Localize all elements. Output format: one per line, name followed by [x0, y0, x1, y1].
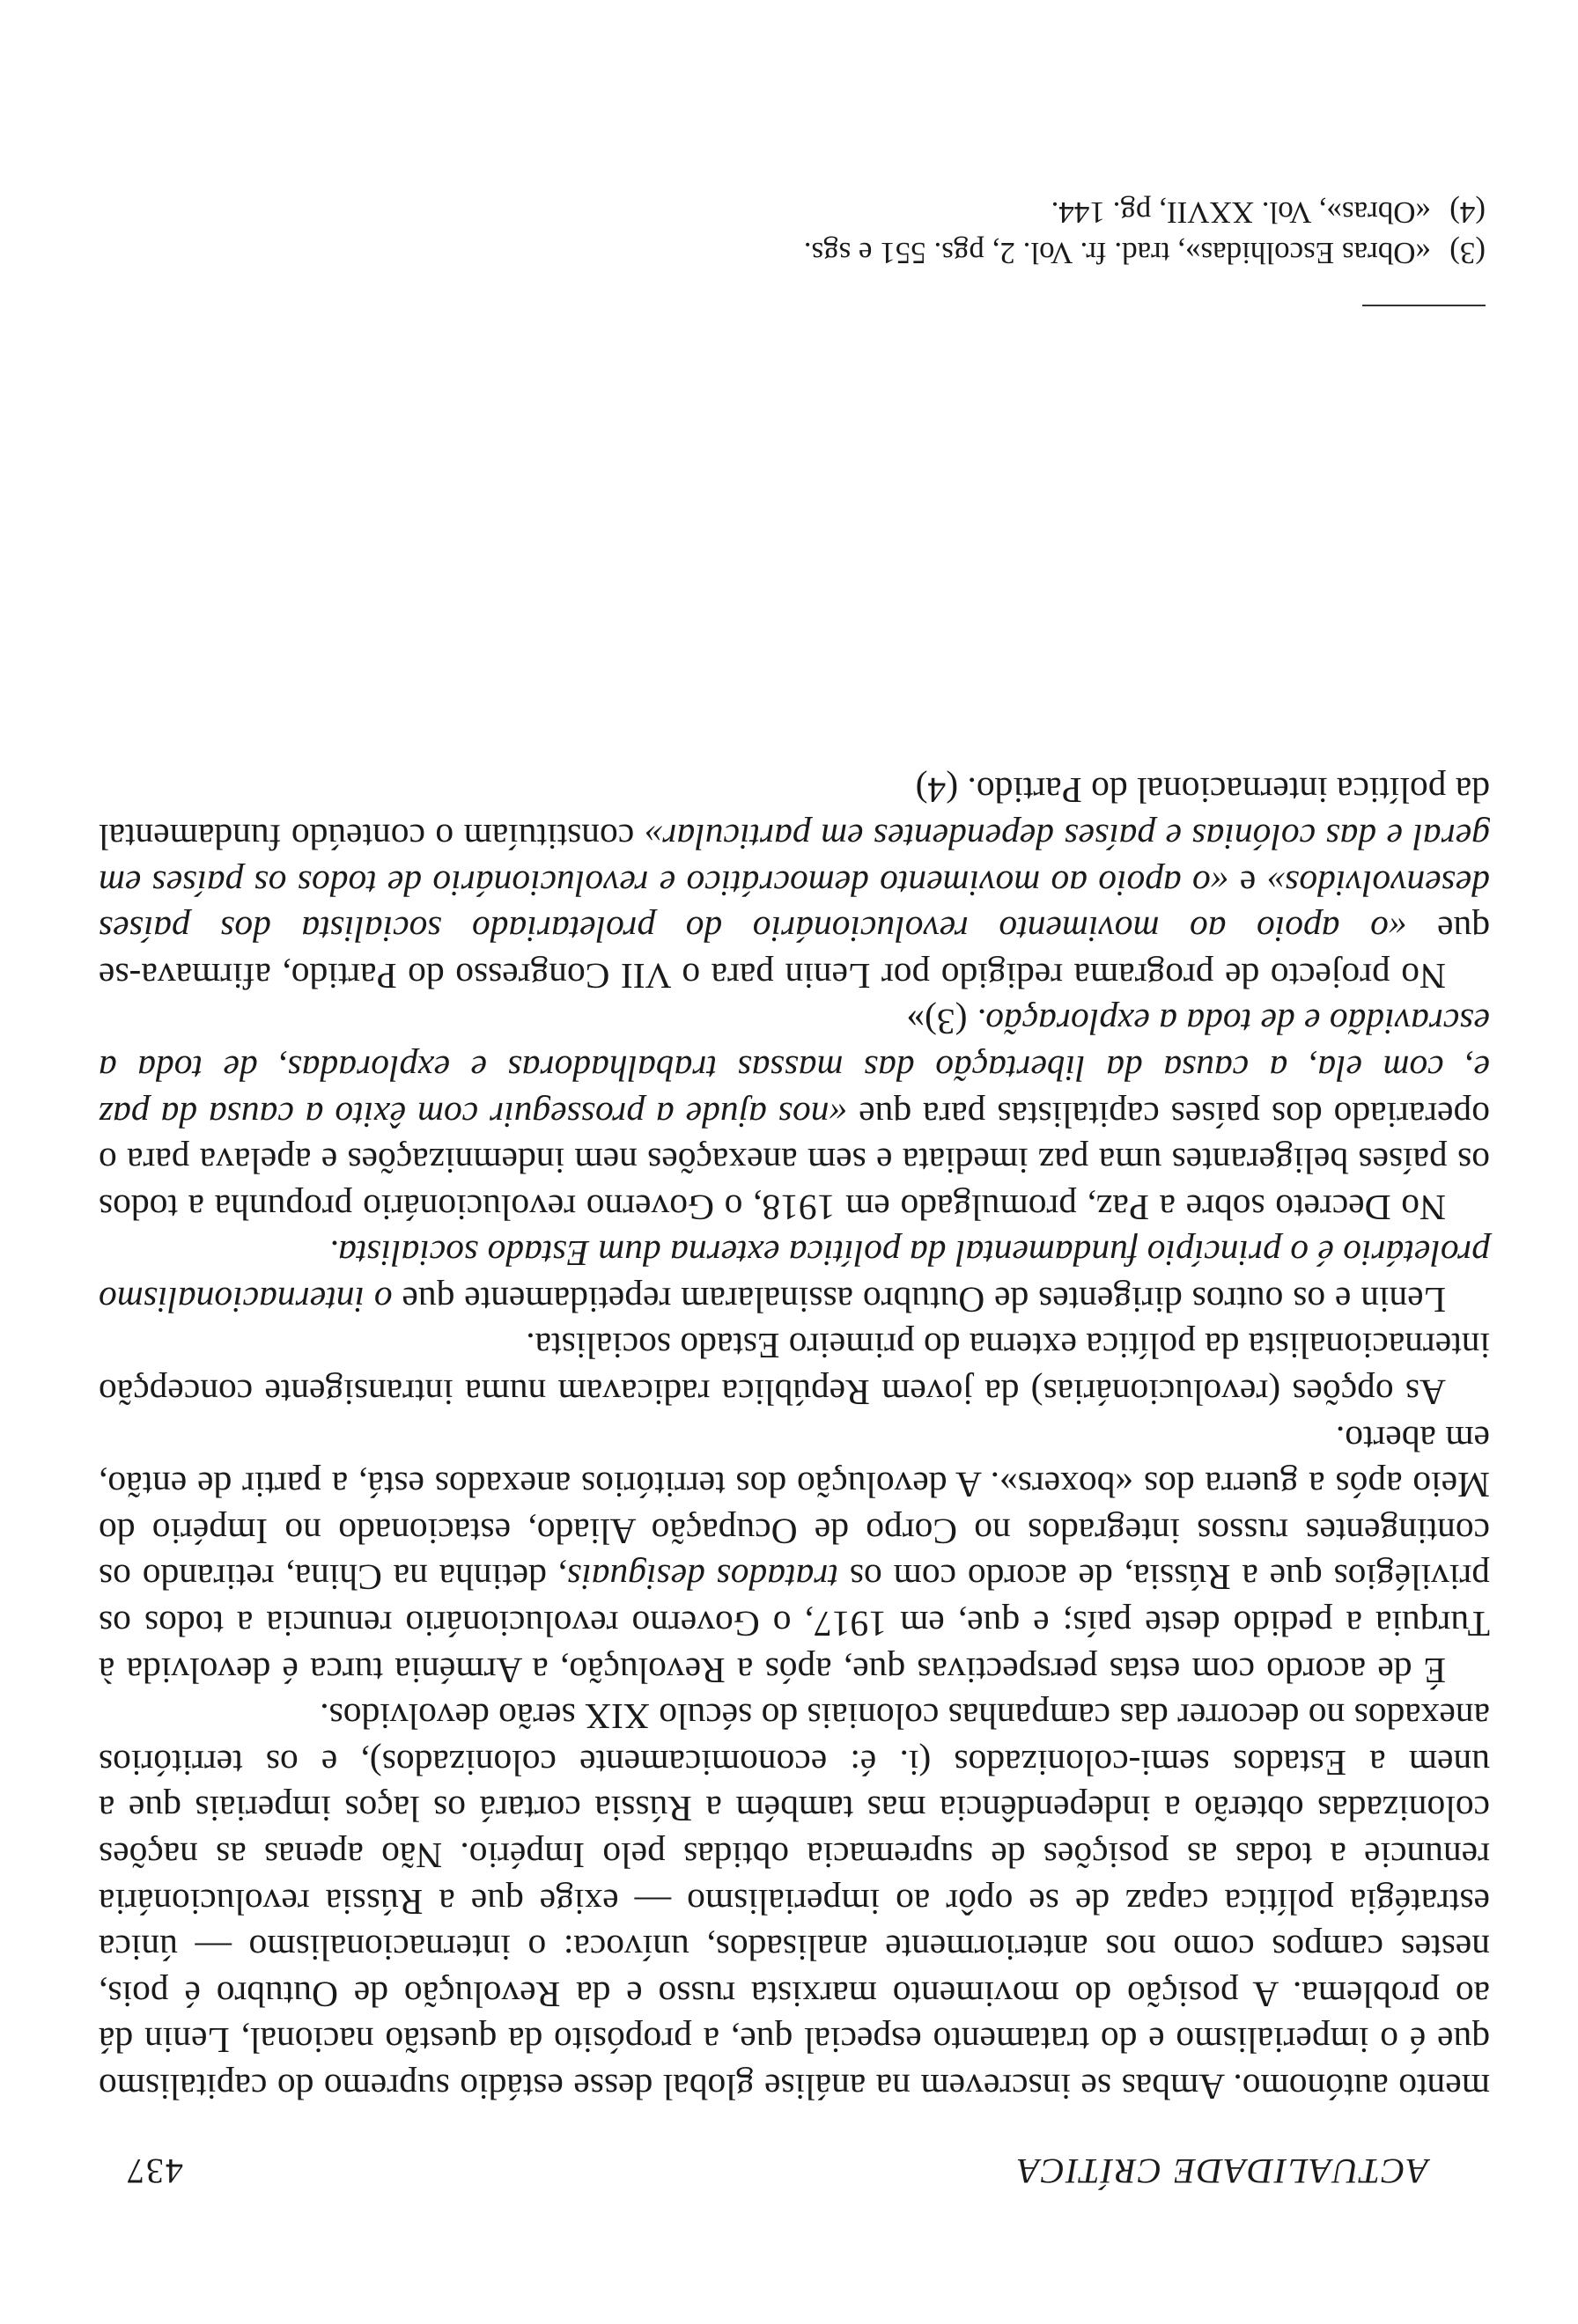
footnotes	[165, 192, 1486, 273]
running-title: ACTUALIDADE CRÍTICA	[1016, 2151, 1428, 2191]
paragraph-5-text: No Decreto sobre a Paz, promulgado em 1918, o Governo revolucionário propunha a todos os países beligerantes uma paz imediata e sem anexações nem indemnizações e apelava para o operariado dos países capitalistas para que	[99, 1094, 1490, 1228]
paragraph-3	[99, 1323, 1490, 1416]
paragraph-2-text-end: , detinha na China, retirando os contingentes russos integrados no Corpo de Ocupação Aliado, estacionado no Império do Meio após a guerra dos «boxers». A devolução dos territórios anexados está, a partir de então, em aberto.	[98, 1418, 1490, 1599]
paragraph-2-italic: tratados desiguais	[567, 1557, 839, 1599]
paragraph-6-text-mid: e	[1228, 863, 1267, 904]
paragraph-4-text: Lenin e os outros dirigentes de Outubro assinalaram repetidamente que	[392, 1279, 1446, 1320]
paragraph-4	[99, 1231, 1490, 1323]
paragraph-6-italic-1: «o apoio ao movimento revolucionário do proletariado socialista dos países desenvolvidos»	[99, 863, 1490, 951]
paragraph-6-text: No projecto de programa redigido por Lenin para o VII Congresso do Partido, afirmava-se que	[99, 909, 1490, 997]
footnote-4	[165, 192, 1486, 232]
page-number: 437	[125, 2151, 183, 2191]
paragraph-5-italic: «nos ajude a prosseguir com êxito a causa da paz e, com ela, a causa da libertação das massas trabalhadoras e exploradas, de toda a escravidão e de toda a exploração.	[99, 1002, 1490, 1136]
paragraph-6-italic-2: «o apoio ao movimento democrático e revolucionário de todos os países em geral e das colónias e países dependentes em particular»	[98, 816, 1490, 904]
paragraph-2-text: É de acordo com estas perspectivas que, após a Revolução, a Arménia turca é devolvida à Turquia a pedido deste país; e que, em 1917, o Governo revolucionário renuncia a todos os privilégios que a Rússia, de acordo com os	[99, 1557, 1490, 1691]
footnote-text: «Obras», Vol. XXVII, pg. 144.	[1051, 195, 1431, 230]
footnote-mark: (4)	[1449, 195, 1486, 230]
paragraph-4-italic: o internacionalismo proletário é o princípio fundamental da política externa dum Estado socialista.	[98, 1233, 1490, 1320]
footnote-divider	[1362, 305, 1486, 306]
paragraph-6	[99, 768, 1490, 999]
paragraph-1	[99, 1694, 1490, 2110]
paragraph-2	[99, 1416, 1490, 1694]
body-text	[99, 768, 1490, 2110]
paragraph-5	[99, 999, 1490, 1231]
paragraph-3-text: As opções (revolucionárias) da jovem República radicavam numa intransigente concepção internacionalista da política externa do primeiro Estado socialista.	[99, 1326, 1490, 1414]
footnote-text: «Obras Escolhidas», trad. fr. Vol. 2, pgs. 551 e sgs.	[803, 236, 1431, 270]
footnote-3	[165, 232, 1486, 273]
paragraph-5-text-end: (3)»	[906, 1002, 977, 1043]
paragraph-1-text: mento autónomo. Ambas se inscrevem na análise global desse estádio supremo do capitalismo que é o imperialismo e do tratamento especial que, a propósito da questão nacional, Lenin dá ao problema. A posição do movimento marxista russo e da Revolução de Outubro é pois, nestes campos como nos anteriormente analisados, unívoca: o internacionalismo — única estratégia política capaz de se opôr ao imperialismo — exige que a Rússia revolucionária renuncie a todas as posições de supremacia obtidas pelo Império. Não apenas as nações colonizadas obterão a independência mas também a Rússia cortará os laços imperiais que a unem a Estados semi-colonizados (i. é: economicamente colonizados), e os territórios anexados no decorrer das campanhas coloniais do século XIX serão devolvidos.	[99, 1696, 1490, 2107]
paragraph-6-text-end: constituíam o conteúdo fundamental da política internacional do Partido. (4)	[99, 770, 1490, 857]
footnote-mark: (3)	[1449, 236, 1486, 270]
